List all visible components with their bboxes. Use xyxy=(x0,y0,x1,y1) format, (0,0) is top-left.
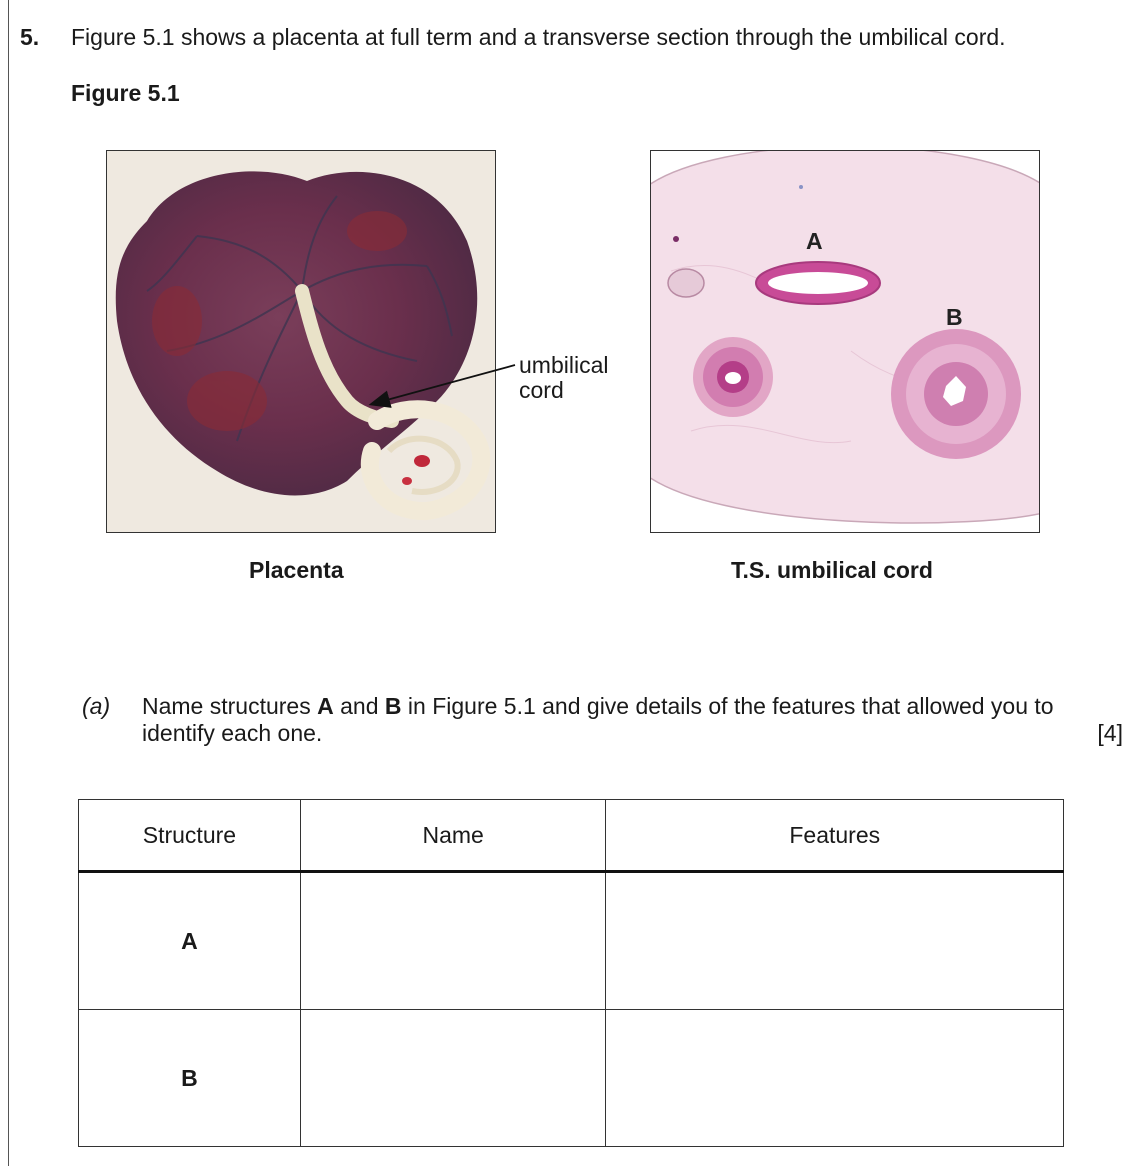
name-answer-cell[interactable] xyxy=(300,872,606,1010)
header-structure: Structure xyxy=(79,800,301,872)
table-row xyxy=(79,872,1064,1010)
structure-b-label: B xyxy=(946,304,963,330)
umbilical-cord-label: umbilical cord xyxy=(519,352,609,403)
question-text: Figure 5.1 shows a placenta at full term and a transverse section through the umbilical cord. xyxy=(71,24,1006,50)
name-answer-cell[interactable] xyxy=(300,1010,606,1147)
header-name: Name xyxy=(300,800,606,872)
placenta-caption: Placenta xyxy=(249,557,344,583)
structure-cell: A xyxy=(79,872,301,1010)
table-header-row xyxy=(79,800,1064,872)
marks-label: [4] xyxy=(1097,720,1123,746)
header-features: Features xyxy=(606,800,1064,872)
part-a-text: Name structures A and B in Figure 5.1 and give details of the features that allowed you to identify each one. xyxy=(142,693,1054,746)
figure-label: Figure 5.1 xyxy=(71,80,180,106)
structure-a-label: A xyxy=(806,228,823,254)
question-number: 5. xyxy=(20,24,40,50)
structure-cell: B xyxy=(79,1010,301,1147)
answer-table xyxy=(78,799,1064,1147)
table-row xyxy=(79,1010,1064,1147)
part-a-label: (a) xyxy=(82,693,111,719)
umbilical-cord-micrograph xyxy=(650,150,1040,533)
features-answer-cell[interactable] xyxy=(606,872,1064,1010)
umbilical-cord-caption: T.S. umbilical cord xyxy=(731,557,933,583)
features-answer-cell[interactable] xyxy=(606,1010,1064,1147)
